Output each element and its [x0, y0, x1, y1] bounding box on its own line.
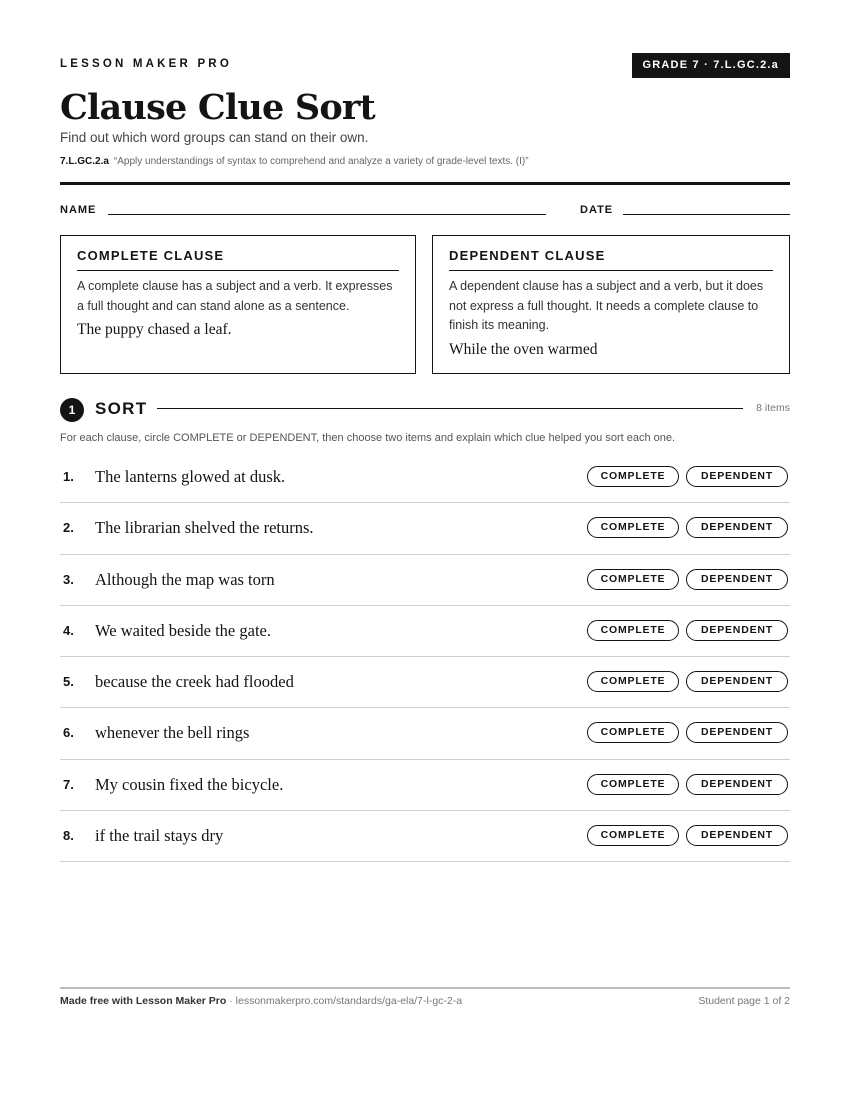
section-number-badge: 1	[60, 398, 84, 422]
date-field[interactable]	[623, 214, 790, 215]
item-number: 7.	[63, 776, 74, 792]
list-item	[60, 606, 790, 657]
card-title: COMPLETE CLAUSE	[77, 248, 399, 271]
dependent-option[interactable]: DEPENDENT	[686, 466, 788, 487]
list-item	[60, 555, 790, 606]
clause-list	[60, 452, 790, 862]
list-item	[60, 811, 790, 862]
dependent-option[interactable]: DEPENDENT	[686, 722, 788, 743]
complete-option[interactable]: COMPLETE	[587, 466, 679, 487]
dependent-option[interactable]: DEPENDENT	[686, 774, 788, 795]
clause-text: We waited beside the gate.	[95, 620, 271, 640]
dependent-option[interactable]: DEPENDENT	[686, 825, 788, 846]
item-number: 4.	[63, 622, 74, 638]
card-example: While the oven warmed	[449, 340, 598, 358]
complete-option[interactable]: COMPLETE	[587, 569, 679, 590]
complete-option[interactable]: COMPLETE	[587, 825, 679, 846]
item-number: 8.	[63, 828, 74, 844]
item-number: 1.	[63, 469, 74, 484]
clause-text: whenever the bell rings	[95, 723, 250, 743]
item-number: 5.	[63, 674, 74, 690]
clause-text: My cousin fixed the bicycle.	[95, 774, 284, 794]
dependent-option[interactable]: DEPENDENT	[686, 569, 788, 590]
dependent-clause-card	[432, 235, 790, 374]
complete-option[interactable]: COMPLETE	[587, 722, 679, 743]
list-item	[60, 657, 790, 708]
card-title: DEPENDENT CLAUSE	[449, 248, 773, 271]
item-number: 3.	[63, 571, 74, 587]
name-field[interactable]	[108, 214, 546, 215]
footer-made-with: Made free with Lesson Maker Pro	[60, 995, 227, 1007]
page-title: Clause Clue Sort	[60, 87, 375, 128]
list-item	[60, 708, 790, 759]
complete-option[interactable]: COMPLETE	[587, 671, 679, 692]
dependent-option[interactable]: DEPENDENT	[686, 671, 788, 692]
item-count: 8 items	[756, 402, 790, 414]
footer-url[interactable]: · lessonmakerpro.com/standards/ga-ela/7-l-gc-2-a	[226, 995, 463, 1007]
card-definition: A dependent clause has a subject and a verb, but it does not express a full thought. It needs a complete clause to finish its meaning.	[449, 279, 764, 332]
standard-code: 7.L.GC.2.a	[60, 156, 109, 167]
name-label: NAME	[60, 204, 97, 216]
page-number: Student page 1 of 2	[698, 995, 790, 1007]
item-number: 6.	[63, 725, 74, 741]
dependent-option[interactable]: DEPENDENT	[686, 517, 788, 538]
clause-text: The lanterns glowed at dusk.	[95, 467, 286, 486]
date-label: DATE	[580, 204, 614, 216]
header-divider	[60, 182, 790, 185]
complete-option[interactable]: COMPLETE	[587, 517, 679, 538]
list-item	[60, 503, 790, 554]
section-title: SORT	[95, 399, 148, 418]
item-number: 2.	[63, 520, 74, 536]
card-example: The puppy chased a leaf.	[77, 321, 232, 338]
standard-line	[60, 156, 529, 167]
clause-text: The librarian shelved the returns.	[95, 518, 314, 538]
list-item	[60, 452, 790, 503]
section-instructions: For each clause, circle COMPLETE or DEPENDENT, then choose two items and explain which clue helped you sort each one.	[60, 432, 676, 444]
footer-credit	[60, 995, 462, 1007]
complete-option[interactable]: COMPLETE	[587, 620, 679, 641]
clause-text: if the trail stays dry	[95, 826, 224, 846]
card-definition: A complete clause has a subject and a verb. It expresses a full thought and can stand alone as a sentence.	[77, 279, 393, 313]
footer-divider	[60, 987, 790, 989]
grade-badge: GRADE 7 · 7.L.GC.2.a	[632, 53, 790, 78]
brand-name: LESSON MAKER PRO	[60, 58, 232, 70]
complete-option[interactable]: COMPLETE	[587, 774, 679, 795]
section-divider	[157, 408, 743, 409]
page-subtitle: Find out which word groups can stand on their own.	[60, 130, 369, 145]
standard-text: “Apply understandings of syntax to comprehend and analyze a variety of grade-level texts. (I)”	[113, 156, 529, 167]
list-item	[60, 760, 790, 811]
clause-text: Although the map was torn	[95, 569, 275, 589]
dependent-option[interactable]: DEPENDENT	[686, 620, 788, 641]
complete-clause-card	[60, 235, 416, 374]
clause-text: because the creek had flooded	[95, 672, 294, 692]
